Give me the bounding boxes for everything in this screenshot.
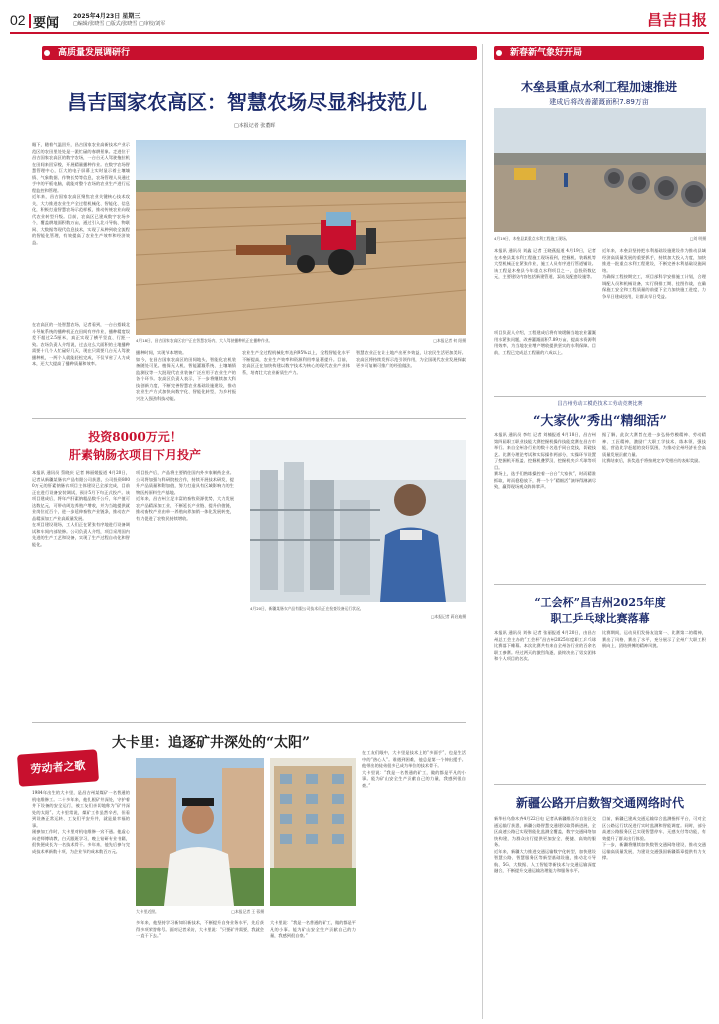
section-rule [494,784,706,785]
article-body: 播种时间，实现节本增效。 如今，在昌吉国家农高区的田间地头，智能化农机装备随处可见。植保无人机、智能灌溉系统、土壤墒情监测仪等一大批现代农业装备广泛应用于农业生产的各个环节。农高区负责人表示，下一步将继续加大科技创新力度，不断完善智慧农业基础设施建设，推动农业生产方式加快向数字化、智能化转型，为乡村振兴注入强劲科技动能。 [136,350,236,401]
article-body: 项目投产后，产品将主要销往国内外多家制药企业。公司将加强与科研院校合作，持续开展技术研发，提升产品质量和附加值，努力打造具有区域影响力的生物医药原料生产基地。 近年来，昌吉州立足丰富的畜牧资源优势，大力发展农产品精深加工业，不断延长产业链、提升价值链，推动畜牧产业由单一养殖向养加销一体化发展转变，有力促进了农牧民持续增收。 [136,470,234,521]
article-headline: 木垒县重点水利工程加速推进 [520,80,677,94]
section-rule [494,584,706,585]
article-body: 新华社乌鲁木齐4月22日电 记者从新疆维吾尔自治区交通运输厅获悉，新疆公路智慧交通建设取得新进展，全区高速公路已实现智能化监测全覆盖，数字交通网络加快构建，为群众出行提供更加安全、便捷、高效的服务。 近年来，新疆大力推进交通运输数字化转型，加快建设智慧公路、智慧服务区等新型基础设施，推动北斗导航、5G、大数据、人工智能等新技术与交通运输深度融合，不断提升交通运输治理能力和服务水平。 [494,816,596,873]
article-kicker: 昌吉州劳动工模范技术工劳动竞赛比赛 [557,401,643,407]
section-rule [32,418,466,419]
article-headline: “大家伙”秀出“精细活” [533,414,667,429]
page-header [0,0,719,34]
photo-credit: □本报记者 何 阳摄 [433,338,466,343]
photo-credit: □本报记者 王 蓉摄 [231,909,264,914]
photo-credit: □刘 明摄 [689,236,706,241]
header-rule [10,32,709,34]
issue-date: 2025年4月23日 星期三 [73,13,141,20]
article-body: 本报讯 通讯员 李红 记者 刘楠报道 4月18日，昌吉州第四届职工职业技能大赛挖掘机操作技能竞赛在昌吉市举行。来自全州各行业的数十名选手同台竞技，切磋技艺。比赛分理论考试和实际操作两部分，实操环节设置了挖掘机开瓶盖、挖掘机叠罗汉、挖掘机夹乒乓球等项目。 赛场上，选手们熟练操控着一台台“大家伙”，时而精准抓取，时而稳稳放下，将一个个“精细活”演绎得淋漓尽致，赢得现场观众阵阵掌声。 [494,432,596,489]
article-body: 项目负责人介绍，工程建成后将有效缓解当地农业灌溉用水紧张问题，改善灌溉面积7.89万亩，提高水资源利用效率，为当地农业增产增收提供坚实的水利保障。目前，工程已完成总工程量的六成以上。 [494,330,596,355]
photo-credit: □本报记者 蒋启迪摄 [430,614,466,619]
article-body: 目前，新疆已建成交通运输综合监测指挥平台，可对全区公路运行状况进行实时监测和智能调度。同时，部分高速公路服务区已实现智慧停车、无感支付等功能，有效提升了群众出行体验。 下一步，新疆将继续加快数智交通网络建设，推动交通运输高质量发展，为建设交通强国新疆篇章提供有力支撑。 [602,816,706,860]
section-rule [32,722,466,723]
column-stamp: 劳动者之歌 [17,749,99,787]
ribbon-label: 新春新气象好开局 [510,48,583,58]
article-headline: 新疆公路开启数智交通网络时代 [515,796,684,810]
article-body: 在农高区的一处智慧农场，记者看到，一台台搭载北斗导航系统的播种机正在田间有序作业，播种精度误差不超过2.5厘米，真正实现了横平竖直、行距一致。农场负责人介绍说，过去这么大面积的土地播种需要十几个人忙碌好几天，现在只需要几台无人驾驶播种机，一两个人就能轻松完成，不仅节省了人力成本，还大大提高了播种质量和效率。 [32,322,130,366]
ribbon-dot-icon [44,50,50,56]
article-byline: □本报记者 张董晖 [234,123,276,129]
water-pipeline-photo [494,108,706,232]
article-body: 1984年出生的大卡里，是昌吉州某煤矿一名普通的机电维修工。二十多年来，他扎根矿井深处，守护着井下设备的安全运行，被工友们亲切地称为“矿井深处的太阳”。大卡里常说，煤矿工作虽然辛苦，但看到设备正常运转、工友们平安升井，就是最幸福的事。 刚参加工作时，大卡里对机电维修一窍不通。他虚心向老师傅请教，白天跟班学习，晚上钻研专业书籍，很快便成长为一名技术骨干。多年来，他先后参与完成技术革新数十项，为企业节约成本数百万元。 [32,790,130,854]
editors-line: □编辑/张晓雪 □版式/张晓雪 □审校/刘军 [73,21,166,27]
article-headline: 职工乒乓球比赛落幕 [550,612,650,625]
header-divider [29,14,31,28]
article-headline: 昌吉国家农高区：智慧农场尽显科技范儿 [67,90,427,114]
article-body: 本报讯 通讯员 刘鑫 记者 王晓燕报道 4月19日，记者在木垒县某水利工程施工现场看到，挖掘机、装载机等大型机械正在紧张作业，施工人员有序进行管道铺设。该工程是木垒县今年重点水利项目之一，总投资数亿元，主要建设内容包括新建管道、泵站及配套设施等。 [494,248,596,279]
section-ribbon-left [42,46,477,60]
article-body: 本报讯 通讯员 刘伟 记者 张丽报道 4月20日，由昌吉州总工会主办的“工会杯”昌吉州2025年度职工乒乓球比赛落下帷幕。本次比赛共有来自全州各行业的百余名职工参赛。经过两天的激烈角逐，最终决出了男女团体和个人项目的名次。 [494,630,596,661]
article-headline: 肝素钠肠衣项目下月投产 [68,448,201,462]
photo-caption: 4月18日，昌吉国家农高区农户正在智慧农场内，大人驾驶播种机正在播种作业。 [136,338,273,343]
factory-worker-photo [250,440,466,602]
ribbon-label: 高质量发展调研行 [58,48,131,58]
article-body: 多年来，他坚持学习新知识新技术，不断提升自身业务水平，先后获得多项荣誉称号。面对记者采访，大卡里说：“只要矿井需要，我就会一直干下去。” [136,920,264,938]
photo-caption: 大卡里近照。 [136,909,159,914]
article-headline: 投资8000万元！ [88,430,182,444]
photo-caption: 4月20日，新疆某肠衣产品有限公司技术员正在检查设备运行状况。 [250,606,364,611]
article-subtitle: 建成后将改善灌溉面积7.89万亩 [549,98,649,106]
ribbon-dot-icon [496,50,502,56]
newspaper-logo: 昌吉日报 [646,11,707,29]
article-body: 眼下，随着气温回升，昌吉国家农业高新技术产业示范区的农田里处处是一派忙碌的春耕景象。走进位于昌吉国家农高区的数字农场，一台台无人驾驶拖拉机在田间来回穿梭，开展精量播种作业。在数字农场智慧管理中心，巨大的电子屏幕上实时显示着土壤墒情、气象数据、作物长势等信息，农场管理人员通过手中的平板电脑，就能对整个农场的农业生产进行远程监控和管理。 近年来，昌吉国家农高区聚焦农业关键核心技术攻关，大力推进农业生产全过程机械化、智能化、信息化，积极打造智慧农场示范样板，推动传统农业向现代农业转型升级。目前，农高区已建成数字农场多个，覆盖耕地面积数万亩，通过引入北斗导航、物联网、大数据等现代信息技术，实现了从种到收全流程的智能化管理，有效提高了农业生产效率和经济效益。 [32,142,130,245]
article-body: 近年来，木垒县坚持把水利基础设施建设作为推动县域经济高质量发展的重要抓手，持续加大投入力度，加快推进一批重点水利工程建设，不断完善水利基础设施网络。 为确保工程按期完工，项目部科学安排施工计划，合理调配人员和机械设备，实行倒排工期、挂图作战，在确保施工安全和工程质量的前提下全力加快施工进度，力争早日建成投用，让群众早日受益。 [602,248,706,299]
article-body: 本报讯 通讯员 蔡晓庆 记者 韩丽媛报道 4月20日，记者从新疆某肠衣产品有限公司获悉，公司投资8000万元的肝素钠肠衣项目主体建设已全部完成，目前正在进行设备安装调试，预计5月下旬正式投产。该项目建成后，将年产肝素钠粗品数千公斤，年产值可达数亿元，可带动周边养殖户增收，并为当地提供就业岗位近百个，进一步延伸畜牧产业链条，推动农产品精深加工产业高质量发展。 在项目建设现场，工人们正在紧张有序地进行设备调试和车间内部装修。公司负责人介绍，项目采用国内先进的生产工艺和设备，实现了生产过程自动化和智能化。 [32,470,130,547]
article-headline: “工会杯”昌吉州2025年度 [534,596,666,609]
section-ribbon-right [494,46,704,60]
apartment-photo [270,758,356,906]
article-body: 智慧农业正在让土地产出更多效益，让农民生活更加美好。农高区将持续发挥示范引领作用，为全国现代农业发展探索更多可复制可推广的经验做法。 [356,350,466,368]
farm-tractor-photo [136,140,466,335]
column-divider [482,44,483,1019]
article-body: 比赛期间，运动员们发扬友谊第一、比赛第二的精神，赛出了风格、赛出了水平，充分展示了全州广大职工积极向上、团结拼搏的精神风貌。 [602,630,706,648]
photo-caption: 4月19日，木垒县某重点水利工程施工现场。 [494,236,570,241]
section-rule [494,396,706,397]
article-body: 农业生产全过程机械化率达到95%以上，全程智能化水平不断提高，农业生产效率和资源利用率显著提升。目前，农高区正在加快构建以数字技术为核心的现代农业产业体系，培育壮大农业新质生产力。 [242,350,350,375]
worker-portrait-photo [136,758,264,906]
section-name: 要闻 [33,16,60,31]
page-number: 02 [10,12,26,28]
article-body: 据了解，此次大赛旨在进一步弘扬劳模精神、劳动精神、工匠精神，激励广大职工学技术、练本领、强技能，营造比学赶超的良好氛围，为推动全州经济社会高质量发展贡献力量。 比赛结束后，获奖选手将按规定享受相应的表彰奖励。 [602,432,706,463]
article-body: 在工友们眼中，大卡里是技术上的“多面手”，也是生活中的“热心人”。谁遇到困难，他总是第一个伸出援手。他带出的徒弟很多已成为单位的技术骨干。 大卡里说：“我是一名普通的矿工，做的都是平凡的小事。能为矿山安全生产贡献自己的力量，我感到很自豪。” [362,750,466,788]
article-body: 大卡里说：“我是一名普通的矿工，做的都是平凡的小事。能为矿山安全生产贡献自己的力量，我感到很自豪。” [270,920,356,938]
article-headline: 大卡里：追逐矿井深处的“太阳” [112,735,311,751]
